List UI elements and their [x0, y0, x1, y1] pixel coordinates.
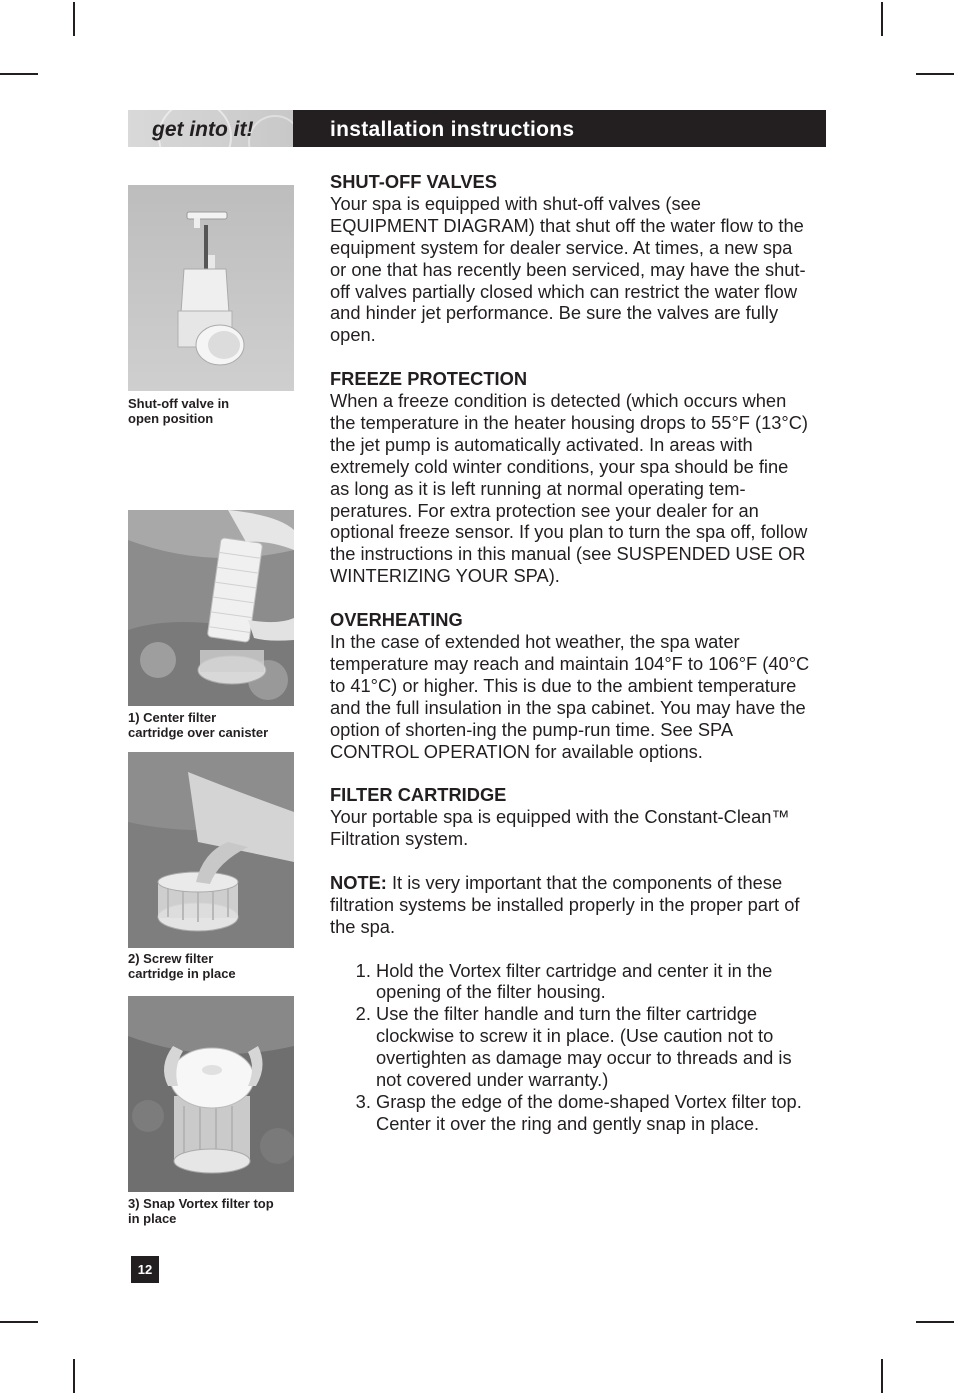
- filter-cartridge-photo: [128, 510, 294, 706]
- crop-mark: [916, 73, 954, 75]
- header-tagline-block: [128, 110, 293, 147]
- figure-caption: [128, 710, 298, 740]
- crop-mark: [881, 2, 883, 36]
- note-text: It is very important that the components of these filtration systems be installed properly in the proper part of the spa.: [330, 871, 800, 937]
- shutoff-valve-photo: [128, 185, 294, 391]
- list-item: 2. Use the filter handle and turn the filter cartridge clockwise to screw it in place. (Use caution not to overtighten as damage may occur to threads and is not covered under warranty.): [376, 1003, 812, 1091]
- crop-mark: [73, 2, 75, 36]
- caption-line: open position: [128, 411, 214, 426]
- vortex-top-photo: [128, 996, 294, 1192]
- caption-line: 3) Snap Vortex filter top: [128, 1196, 274, 1211]
- page-number: 12: [131, 1256, 159, 1283]
- note-label: NOTE:: [330, 871, 387, 893]
- list-item: 1. Hold the Vortex filter cartridge and center it in the opening of the filter housing.: [376, 960, 812, 1004]
- page-title: installation instructions: [330, 118, 575, 141]
- section-body: When a freeze condition is detected (which occurs when the temperature in the heater housing drops to 55°F (13°C) the jet pump is automatically activated. In areas with extremely cold winter conditions, your spa should be fine as long as it is left running at normal operating tem-peratures. For extra protection see your dealer for an optional freeze sensor. If you plan to turn the spa off, follow the instructions in this manual (see SUSPENDED USE OR WINTERIZING YOUR SPA).: [330, 390, 809, 587]
- section-body: Your portable spa is equipped with the Constant-Clean™ Filtration system.: [330, 806, 790, 850]
- caption-line: Shut-off valve in: [128, 396, 230, 411]
- decorative-swirl: [248, 115, 293, 147]
- note-paragraph: [330, 872, 812, 938]
- section-heading: OVERHEATING: [330, 609, 463, 631]
- crop-mark: [881, 1359, 883, 1393]
- section-heading: FILTER CARTRIDGE: [330, 784, 507, 806]
- header-tagline: get into it!: [152, 118, 254, 141]
- list-item: 3. Grasp the edge of the dome-shaped Vortex filter top. Center it over the ring and gently snap in place.: [376, 1091, 812, 1135]
- crop-mark: [916, 1321, 954, 1323]
- main-content: [330, 171, 812, 1135]
- caption-line: cartridge over canister: [128, 725, 269, 740]
- section-heading: FREEZE PROTECTION: [330, 368, 528, 390]
- section-body: Your spa is equipped with shut-off valves (see EQUIPMENT DIAGRAM) that shut off the water flow to the equipment system for dealer service. At times, a new spa or one that has recently been serviced, may have the shut-off valves partially closed which can restrict the water flow and hinder jet performance. Be sure the valves are fully open.: [330, 192, 806, 346]
- filter-steps-list: [330, 960, 812, 1135]
- caption-line: cartridge in place: [128, 966, 236, 981]
- header-title-bar: [293, 110, 826, 147]
- caption-line: 2) Screw filter: [128, 951, 214, 966]
- crop-mark: [0, 1321, 38, 1323]
- section-heading: SHUT-OFF VALVES: [330, 171, 497, 192]
- screw-filter-photo: [128, 752, 294, 948]
- figure-caption: [128, 1196, 298, 1226]
- caption-line: in place: [128, 1211, 177, 1226]
- caption-line: 1) Center filter: [128, 710, 217, 725]
- figure-caption: [128, 396, 298, 426]
- figure-caption: [128, 951, 298, 981]
- crop-mark: [0, 73, 38, 75]
- crop-mark: [73, 1359, 75, 1393]
- section-body: In the case of extended hot weather, the spa water temperature may reach and maintain 104°F to 106°F (40°C to 41°C) or higher. This is due to the ambient temperature and the full insulation in the spa cabinet. You may have the option of shorten-ing the pump-run time. See SPA CONTROL OPERATION for available options.: [330, 631, 810, 762]
